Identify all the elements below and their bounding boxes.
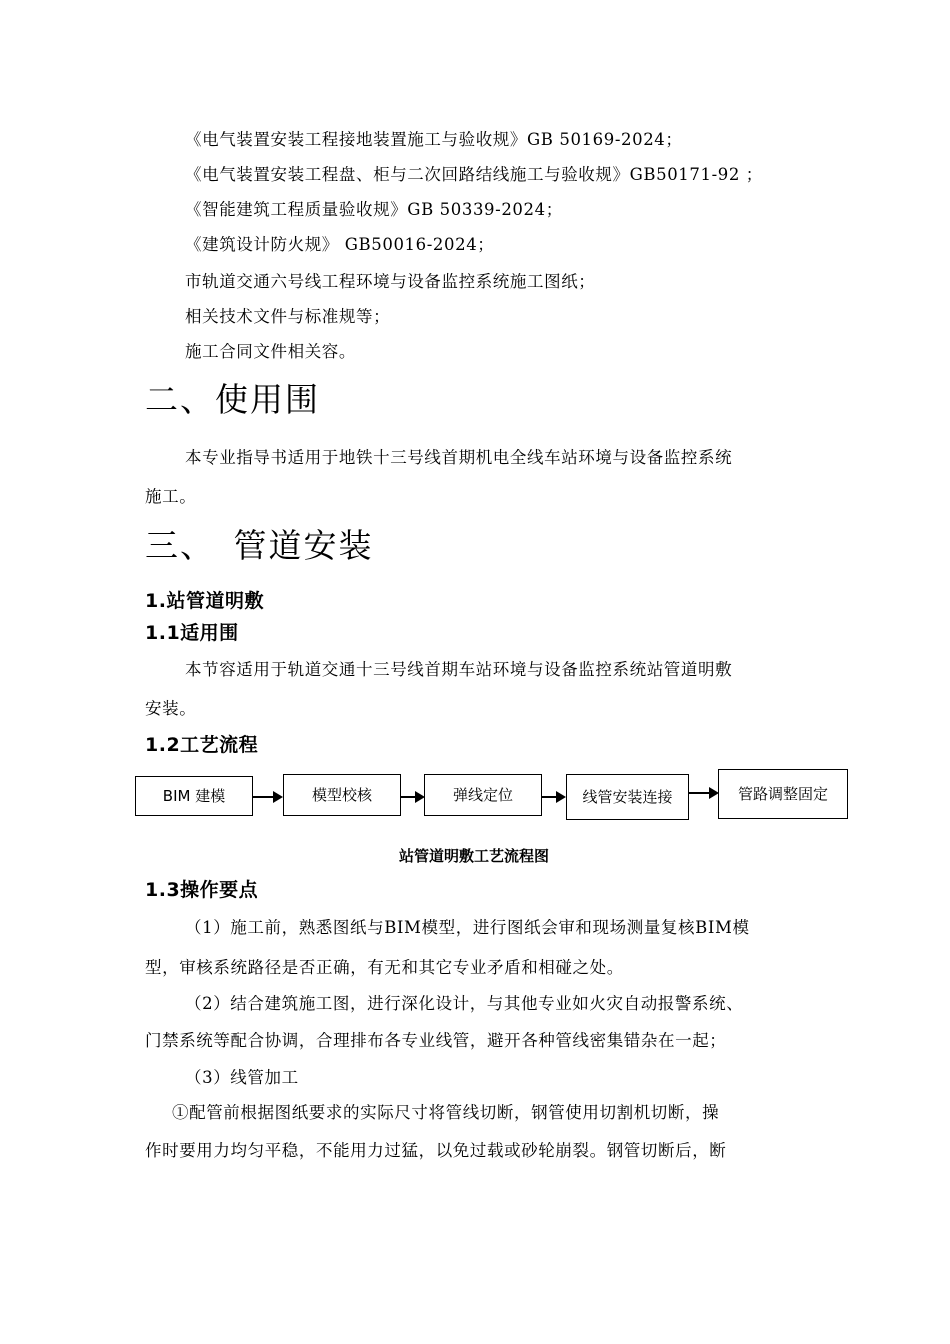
flow-arrow <box>689 792 711 794</box>
flow-step-line-positioning: 弹线定位 <box>424 774 542 816</box>
reference-item: 相关技术文件与标准规等； <box>185 307 391 326</box>
paragraph-line: 门禁系统等配合协调，合理排布各专业线管，避开各种管线密集错杂在一起； <box>145 1031 727 1050</box>
flow-arrow <box>253 796 275 798</box>
flow-step-bim-modeling: BIM 建模 <box>135 776 253 816</box>
flow-step-model-check: 模型校核 <box>283 774 401 816</box>
section-heading-scope: 二、使用围 <box>145 380 320 419</box>
flow-step-conduit-install: 线管安装连接 <box>566 774 689 820</box>
section-heading-pipe-install: 三、 管道安装 <box>145 526 374 565</box>
flowchart-caption: 站管道明敷工艺流程图 <box>399 847 550 865</box>
paragraph-line: 施工。 <box>145 487 197 506</box>
paragraph-line: 本专业指导书适用于地铁十三号线首期机电全线车站环境与设备监控系统 <box>185 448 733 467</box>
paragraph-line: （3）线管加工 <box>185 1068 299 1087</box>
paragraph-line: 作时要用力均匀平稳，不能用力过猛，以免过载或砂轮崩裂。钢管切断后，断 <box>145 1141 727 1160</box>
flow-arrow <box>401 796 417 798</box>
reference-item: 《智能建筑工程质量验收规》GB 50339-2024； <box>185 200 563 219</box>
paragraph-line: （1）施工前，熟悉图纸与BIM模型，进行图纸会审和现场测量复核BIM模 <box>185 918 750 937</box>
reference-item: 施工合同文件相关容。 <box>185 342 356 361</box>
subsection-heading: 1.1适用围 <box>145 622 239 644</box>
reference-item: 《电气装置安装工程接地装置施工与验收规》GB 50169-2024； <box>185 130 683 149</box>
subsection-heading: 1.3操作要点 <box>145 879 259 901</box>
paragraph-line: 型，审核系统路径是否正确，有无和其它专业矛盾和相碰之处。 <box>145 958 624 977</box>
flow-arrow <box>542 796 558 798</box>
paragraph-line: 本节容适用于轨道交通十三号线首期车站环境与设备监控系统站管道明敷 <box>185 660 733 679</box>
paragraph-line: 安装。 <box>145 699 197 718</box>
reference-item: 《电气装置安装工程盘、柜与二次回路结线施工与验收规》GB50171-92 ； <box>185 165 763 184</box>
flow-step-adjust-fix: 管路调整固定 <box>718 769 848 819</box>
paragraph-line: ①配管前根据图纸要求的实际尺寸将管线切断，钢管使用切割机切断，操 <box>172 1103 720 1122</box>
subsection-heading: 1.站管道明敷 <box>145 590 264 612</box>
paragraph-line: （2）结合建筑施工图，进行深化设计，与其他专业如火灾自动报警系统、 <box>185 994 744 1013</box>
reference-item: 市轨道交通六号线工程环境与设备监控系统施工图纸； <box>185 272 596 291</box>
subsection-heading: 1.2工艺流程 <box>145 734 259 756</box>
reference-item: 《建筑设计防火规》 GB50016-2024； <box>185 235 495 254</box>
